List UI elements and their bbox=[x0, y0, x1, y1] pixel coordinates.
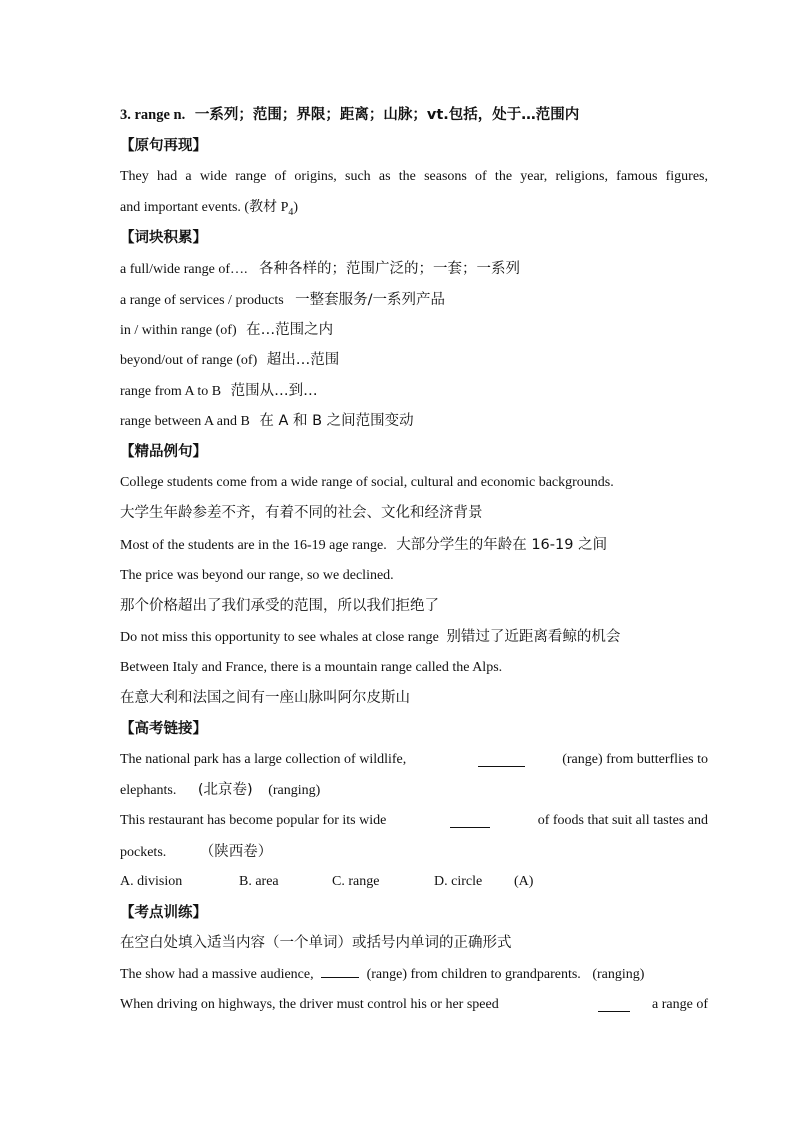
section-heading-training: 【考点训练】 bbox=[120, 905, 207, 921]
answer-key: (ranging) bbox=[268, 783, 321, 798]
question-text: of foods that suit all tastes and bbox=[537, 813, 708, 828]
question-text: The national park has a large collection of wildlife, bbox=[120, 752, 407, 767]
example-en: Do not miss this opportunity to see whales at close range bbox=[120, 630, 439, 645]
phrase-en: beyond/out of range (of) bbox=[120, 353, 258, 368]
phrase-cn: 一整套服务/一系列产品 bbox=[295, 292, 446, 308]
section-heading-gaokao: 【高考链接】 bbox=[120, 721, 207, 737]
answer-blank[interactable] bbox=[321, 964, 359, 978]
example-en: The price was beyond our range, so we declined. bbox=[120, 568, 394, 583]
example-pair bbox=[120, 627, 708, 648]
question-text: pockets. bbox=[120, 845, 167, 860]
phrase-en: a range of services / products bbox=[120, 293, 284, 308]
phrase-cn: 范围从…到… bbox=[230, 383, 318, 399]
gaokao-question-1-line2 bbox=[120, 780, 708, 801]
entry-title bbox=[120, 105, 708, 125]
phrase-en: range from A to B bbox=[120, 384, 222, 399]
example-cn: 别错过了近距离看鲸的机会 bbox=[446, 629, 621, 645]
phrase-cn: 在 A 和 B 之间范围变动 bbox=[259, 413, 414, 429]
example-cn: 那个价格超出了我们承受的范围，所以我们拒绝了 bbox=[120, 598, 439, 614]
question-text: a range of bbox=[652, 997, 708, 1012]
example-cn: 在意大利和法国之间有一座山脉叫阿尔皮斯山 bbox=[120, 690, 410, 706]
original-line2-subscript: 4 bbox=[288, 206, 294, 218]
example-en: Most of the students are in the 16-19 age range. bbox=[120, 538, 387, 553]
original-sentence-line2 bbox=[120, 198, 708, 223]
phrase-cn: 各种各样的；范围广泛的；一套；一系列 bbox=[259, 261, 521, 277]
original-line2-close: ) bbox=[293, 200, 299, 215]
question-text: (range) from butterflies to bbox=[562, 752, 708, 767]
training-question-1 bbox=[120, 964, 708, 985]
phrase-cn: 超出…范围 bbox=[266, 352, 340, 368]
phrase-en: a full/wide range of…. bbox=[120, 262, 248, 277]
training-instruction: 在空白处填入适当内容（一个单词）或括号内单词的正确形式 bbox=[120, 935, 512, 951]
phrase-item bbox=[120, 290, 708, 311]
answer-key: (ranging) bbox=[592, 967, 645, 982]
phrase-item bbox=[120, 381, 708, 402]
question-text: (range) from children to grandparents. bbox=[366, 967, 581, 982]
question-text: This restaurant has become popular for its wide bbox=[120, 813, 387, 828]
answer-blank[interactable] bbox=[450, 814, 490, 828]
option-a: A. division bbox=[120, 874, 183, 889]
question-source: (北京卷) bbox=[197, 782, 253, 798]
entry-word: 3. range n. bbox=[120, 107, 186, 123]
example-cn: 大部分学生的年龄在 16-19 之间 bbox=[396, 537, 608, 553]
example-en: College students come from a wide range of social, cultural and economic backgrounds. bbox=[120, 475, 614, 490]
question-text: The show had a massive audience, bbox=[120, 967, 314, 982]
question-text: When driving on highways, the driver must control his or her speed bbox=[120, 997, 499, 1012]
original-line2-text: and important events. (教材 P bbox=[120, 200, 289, 215]
example-cn: 大学生年龄参差不齐，有着不同的社会、文化和经济背景 bbox=[120, 505, 483, 521]
option-c: C. range bbox=[332, 874, 380, 889]
answer-key: (A) bbox=[514, 874, 534, 889]
phrase-item bbox=[120, 411, 708, 432]
phrase-cn: 在…范围之内 bbox=[246, 322, 334, 338]
gaokao-question-2-line2 bbox=[120, 842, 708, 863]
answer-blank[interactable] bbox=[478, 753, 525, 767]
section-heading-phrases: 【词块积累】 bbox=[120, 230, 207, 246]
question-source: （陕西卷） bbox=[199, 844, 273, 860]
phrase-en: in / within range (of) bbox=[120, 323, 237, 338]
option-b: B. area bbox=[239, 874, 279, 889]
question-text: elephants. bbox=[120, 783, 177, 798]
entry-meaning: 一系列；范围；界限；距离；山脉；vt.包括，处于…范围内 bbox=[194, 107, 580, 123]
section-heading-original: 【原句再现】 bbox=[120, 138, 207, 154]
option-d: D. circle bbox=[434, 874, 483, 889]
answer-blank[interactable] bbox=[598, 998, 630, 1012]
example-en: Between Italy and France, there is a mountain range called the Alps. bbox=[120, 660, 503, 675]
example-pair bbox=[120, 535, 708, 556]
section-heading-examples: 【精品例句】 bbox=[120, 444, 207, 460]
phrase-en: range between A and B bbox=[120, 414, 250, 429]
phrase-item bbox=[120, 350, 708, 371]
original-sentence-line1: They had a wide range of origins, such as the seasons of the year, religions, famous figures, bbox=[120, 169, 708, 184]
phrase-item bbox=[120, 320, 708, 341]
phrase-item bbox=[120, 259, 708, 280]
